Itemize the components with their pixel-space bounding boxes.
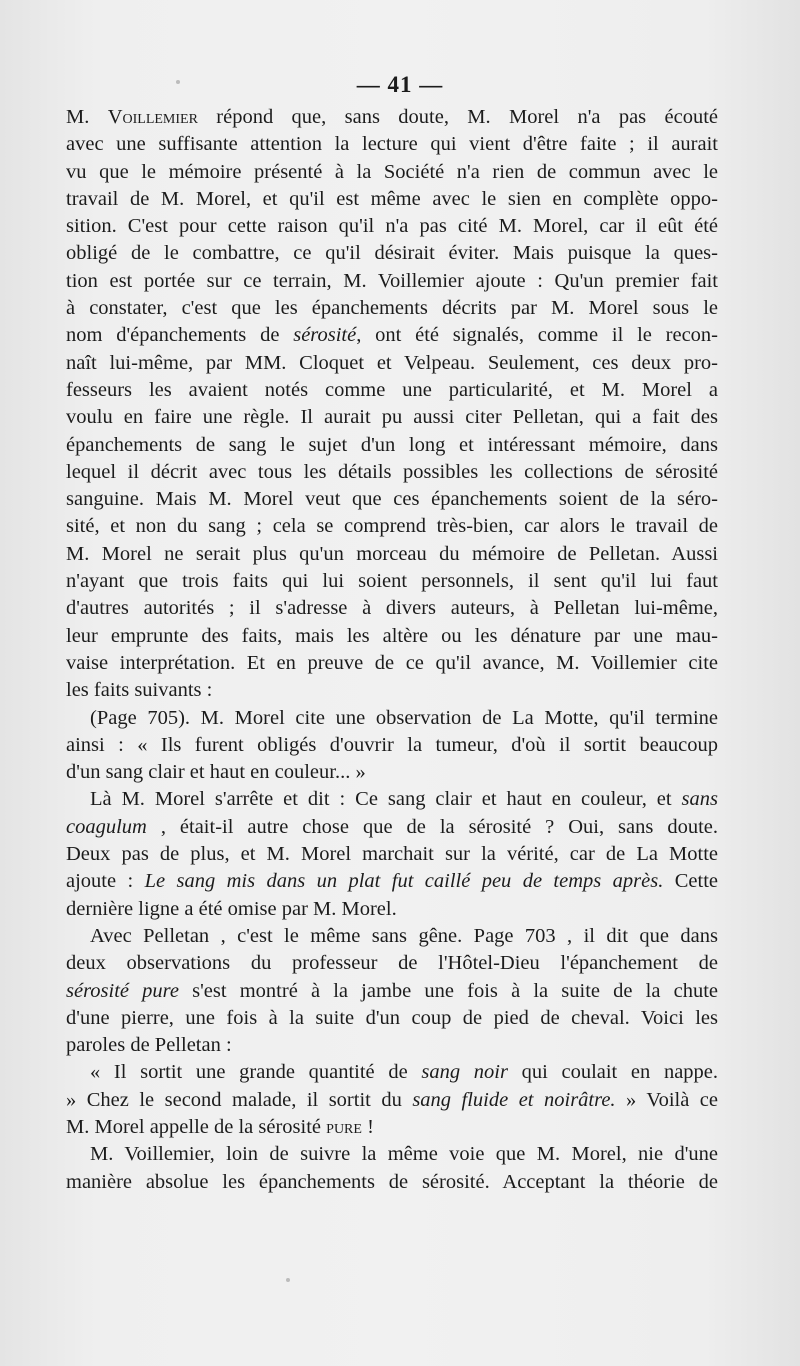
text-line bbox=[66, 159, 718, 186]
text-segment: qui coulait en nappe. bbox=[507, 1061, 719, 1084]
text-segment: dernière ligne a été omise par M. Morel. bbox=[66, 897, 397, 920]
text-segment: , ont été signalés, comme il le recon- bbox=[356, 324, 718, 347]
text-segment: « Il sortit une grande quantité de bbox=[90, 1061, 422, 1084]
text-segment: ajoute : bbox=[66, 870, 145, 893]
text-segment: d'autres autorités ; il s'adresse à divers auteurs, à Pelletan lui-même, bbox=[66, 597, 718, 620]
text-segment: vu que le mémoire présenté à la Société n'a rien de commun avec le bbox=[66, 160, 718, 183]
paper-speck bbox=[176, 80, 180, 84]
text-line bbox=[66, 104, 718, 131]
text-segment: M. Voillemier, loin de suivre la même voie que M. Morel, nie d'une bbox=[90, 1143, 718, 1166]
text-segment: nom d'épanchements de bbox=[66, 324, 294, 347]
text-segment: sition. C'est pour cette raison qu'il n'a pas cité M. Morel, car il eût été bbox=[66, 215, 718, 238]
text-segment: , était-il autre chose que de la sérosité ? Oui, sans doute. bbox=[146, 815, 718, 838]
text-line bbox=[66, 1169, 718, 1196]
text-line bbox=[66, 1087, 718, 1114]
italic-text: sérosité pure bbox=[66, 979, 179, 1002]
body-text bbox=[66, 104, 718, 1196]
text-line bbox=[66, 868, 718, 895]
italic-text: sang fluide et noirâtre. bbox=[412, 1088, 616, 1111]
text-line bbox=[66, 623, 718, 650]
text-segment: Cette bbox=[663, 870, 718, 893]
text-line bbox=[66, 350, 718, 377]
text-segment: les faits suivants : bbox=[66, 679, 213, 702]
text-line bbox=[66, 322, 718, 349]
text-segment: leur emprunte des faits, mais les altère ou les dénature par une mau- bbox=[66, 624, 718, 647]
text-segment: Deux pas de plus, et M. Morel marchait sur la vérité, car de La Motte bbox=[66, 843, 718, 866]
text-segment: Avec Pelletan , c'est le même sans gêne. Page 703 , il dit que dans bbox=[90, 924, 718, 947]
text-segment: ainsi : « Ils furent obligés d'ouvrir la tumeur, d'où il sortit beaucoup bbox=[66, 733, 718, 756]
text-segment: vaise interprétation. Et en preuve de ce qu'il avance, M. Voillemier cite bbox=[66, 651, 718, 674]
text-segment: travail de M. Morel, et qu'il est même avec le sien en complète oppo- bbox=[66, 187, 718, 210]
text-line bbox=[66, 841, 718, 868]
text-line bbox=[66, 732, 718, 759]
text-line bbox=[66, 595, 718, 622]
italic-text: sans bbox=[681, 788, 718, 811]
text-segment: M. bbox=[66, 106, 108, 128]
text-segment: répond que, sans doute, M. Morel n'a pas écouté bbox=[197, 106, 718, 128]
text-segment: obligé de le combattre, ce qu'il désirait éviter. Mais puisque la ques- bbox=[66, 242, 718, 265]
text-line bbox=[66, 240, 718, 267]
text-segment: avec une suffisante attention la lecture qui vient d'être faite ; il aurait bbox=[66, 133, 718, 156]
text-segment: naît lui-même, par MM. Cloquet et Velpeau. Seulement, ces deux pro- bbox=[66, 351, 718, 374]
text-segment: ! bbox=[361, 1115, 374, 1138]
text-segment: d'une pierre, une fois à la suite d'un coup de pied de cheval. Voici les bbox=[66, 1006, 718, 1029]
text-segment: paroles de Pelletan : bbox=[66, 1034, 232, 1057]
paper-speck bbox=[286, 1278, 290, 1282]
text-segment: manière absolue les épanchements de sérosité. Acceptant la théorie de bbox=[66, 1170, 718, 1193]
text-line bbox=[66, 513, 718, 540]
text-line bbox=[66, 1059, 718, 1086]
text-segment: épanchements de sang le sujet d'un long et intéressant mémoire, dans bbox=[66, 433, 718, 456]
text-segment: » Chez le second malade, il sortit du bbox=[66, 1088, 413, 1111]
italic-text: sang noir bbox=[421, 1061, 508, 1084]
text-line bbox=[66, 268, 718, 295]
text-segment: voulu en faire une règle. Il aurait pu aussi citer Pelletan, qui a fait des bbox=[66, 406, 718, 429]
text-segment: Là M. Morel s'arrête et dit : Ce sang clair et haut en couleur, et bbox=[90, 788, 682, 811]
text-segment: sité, et non du sang ; cela se comprend très-bien, car alors le travail de bbox=[66, 515, 718, 538]
text-line bbox=[66, 786, 718, 813]
text-line bbox=[66, 923, 718, 950]
text-segment: lequel il décrit avec tous les détails possibles les collections de sérosité bbox=[66, 460, 718, 483]
text-segment: n'ayant que trois faits qui lui soient personnels, il sent qu'il lui faut bbox=[66, 570, 718, 593]
text-line bbox=[66, 978, 718, 1005]
italic-text: Le sang mis dans un plat fut caillé peu de temps après. bbox=[144, 870, 664, 893]
text-line bbox=[66, 759, 718, 786]
text-line bbox=[66, 568, 718, 595]
text-line bbox=[66, 1005, 718, 1032]
text-line bbox=[66, 650, 718, 677]
text-line bbox=[66, 814, 718, 841]
italic-text: sérosité bbox=[293, 324, 357, 347]
text-line bbox=[66, 705, 718, 732]
text-segment: d'un sang clair et haut en couleur... » bbox=[66, 761, 366, 784]
text-line bbox=[66, 295, 718, 322]
text-line bbox=[66, 896, 718, 923]
text-segment: M. Morel ne serait plus qu'un morceau du mémoire de Pelletan. Aussi bbox=[66, 542, 718, 565]
text-line bbox=[66, 131, 718, 158]
text-line bbox=[66, 1141, 718, 1168]
text-line bbox=[66, 404, 718, 431]
text-segment: fesseurs les avaient notés comme une particularité, et M. Morel a bbox=[66, 378, 718, 401]
text-line bbox=[66, 950, 718, 977]
text-segment: » Voilà ce bbox=[615, 1088, 718, 1111]
text-line bbox=[66, 459, 718, 486]
small-caps-text: Voillemier bbox=[107, 106, 198, 128]
text-line bbox=[66, 541, 718, 568]
text-line bbox=[66, 432, 718, 459]
text-line bbox=[66, 486, 718, 513]
text-segment: deux observations du professeur de l'Hôtel-Dieu l'épanchement de bbox=[66, 952, 718, 975]
text-segment: (Page 705). M. Morel cite une observation de La Motte, qu'il termine bbox=[90, 706, 718, 729]
text-line bbox=[66, 1032, 718, 1059]
text-line bbox=[66, 213, 718, 240]
text-segment: tion est portée sur ce terrain, M. Voillemier ajoute : Qu'un premier fait bbox=[66, 269, 718, 292]
text-segment: à constater, c'est que les épanchements décrits par M. Morel sous le bbox=[66, 297, 718, 320]
text-segment: M. Morel appelle de la sérosité bbox=[66, 1115, 327, 1138]
text-line bbox=[66, 1114, 718, 1141]
small-caps-text: pure bbox=[326, 1115, 362, 1138]
text-segment: sanguine. Mais M. Morel veut que ces épanchements soient de la séro- bbox=[66, 488, 718, 511]
text-line bbox=[66, 186, 718, 213]
italic-text: coagulum bbox=[66, 815, 147, 838]
text-segment: s'est montré à la jambe une fois à la suite de la chute bbox=[178, 979, 718, 1002]
text-line bbox=[66, 377, 718, 404]
page-number: — 41 — bbox=[356, 72, 444, 97]
text-line bbox=[66, 677, 718, 704]
